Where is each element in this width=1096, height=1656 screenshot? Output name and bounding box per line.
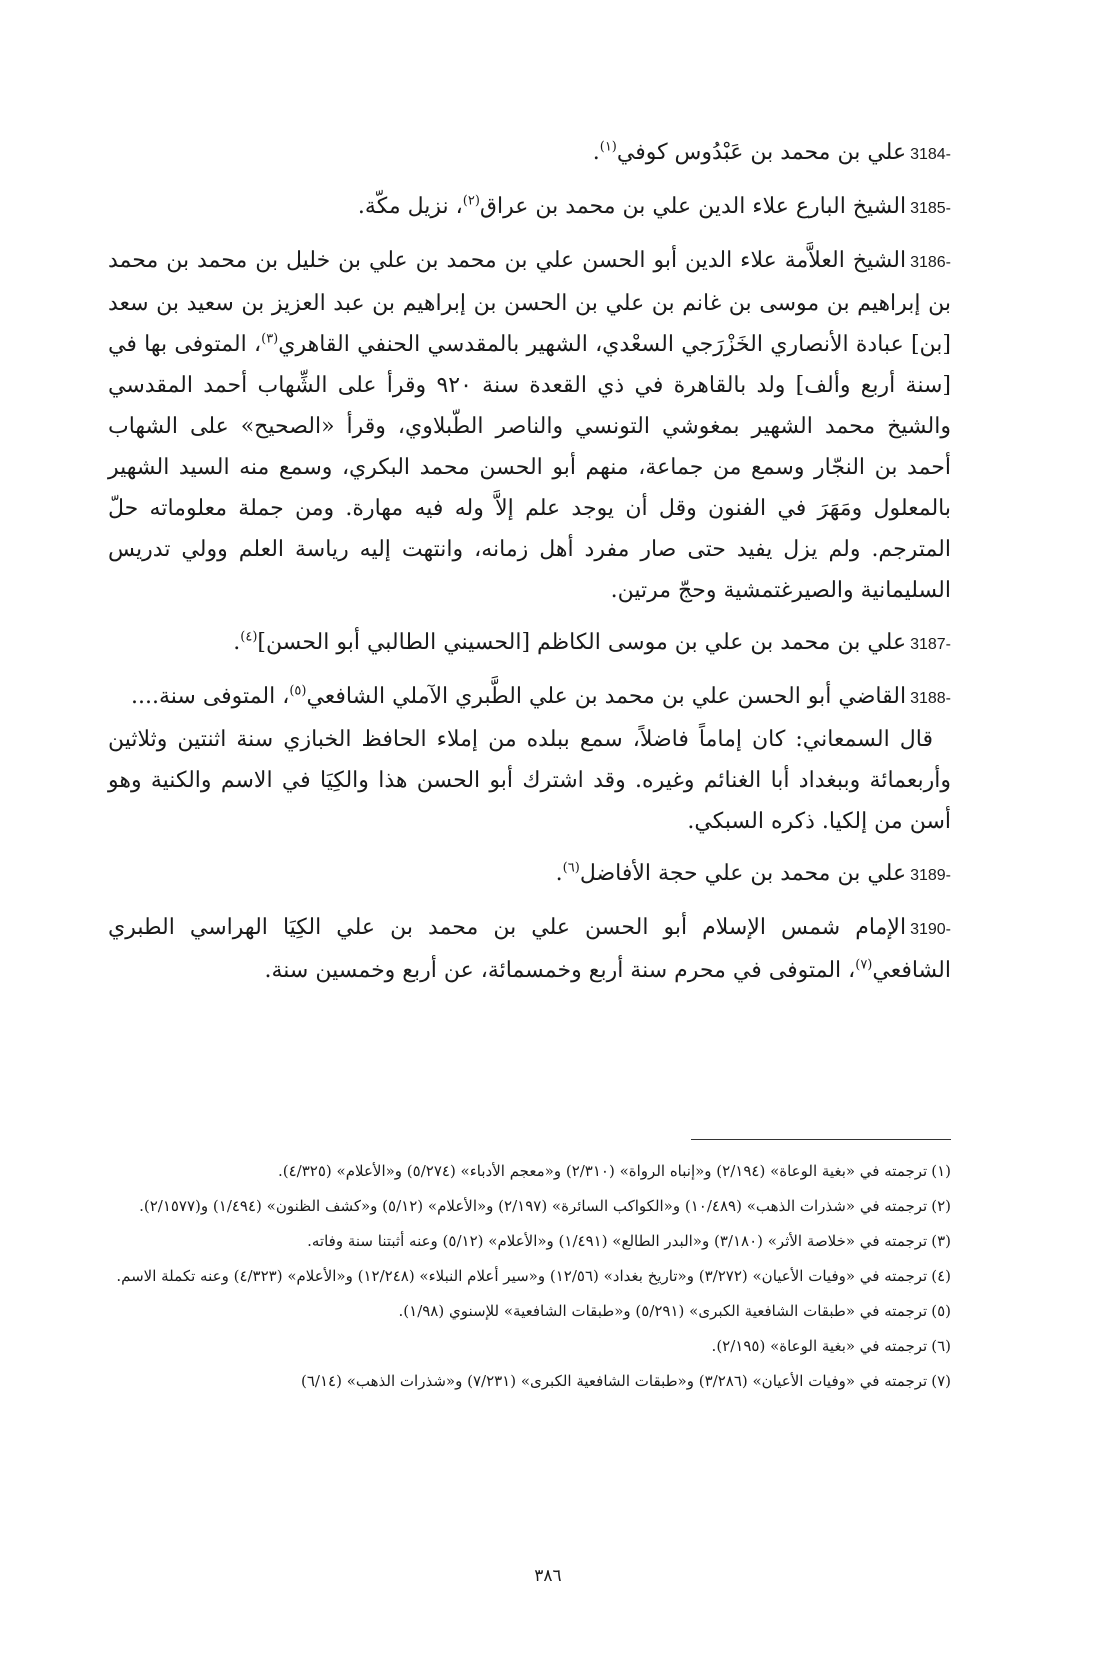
entry-text: علي بن محمد بن علي حجة الأفاضل <box>579 861 907 886</box>
entry-number: 3184- <box>910 146 951 163</box>
page-number: ٣٨٦ <box>534 1566 562 1586</box>
entry-number: 3189- <box>910 867 951 884</box>
entry-number: 3187- <box>910 636 951 653</box>
entry-text-after: ، المتوفى سنة.... <box>131 684 290 709</box>
entry-text: الشيخ العلاَّمة علاء الدين أبو الحسن علي بن محمد بن علي بن خليل بن محمد بن محمد بن إبراهيم بن موسى بن غانم بن علي بن الحسن بن إبراهيم بن عبد العزيز بن سعيد بن سعد [بن] عبادة الأنصاري الخَزْرَجي السعْدي، الشهير بالمقدسي الحنفي القاهري <box>108 248 952 357</box>
footnote-marker[interactable]: (٣) <box>261 331 279 347</box>
entry-text: الشيخ البارع علاء الدين علي بن محمد بن عراق <box>479 194 907 219</box>
footnote-3 <box>108 1226 951 1257</box>
entry-number: 3185- <box>910 200 951 217</box>
footnotes <box>108 1156 951 1401</box>
entry-3187 <box>108 622 951 665</box>
footnote-text: ترجمته في «طبقات الشافعية الكبرى» (٥/٢٩١) و«طبقات الشافعية» للإسنوي (١/٩٨). <box>398 1302 928 1320</box>
entry-3188 <box>108 676 951 842</box>
footnote-text: ترجمته في «بغية الوعاة» (٢/١٩٥). <box>711 1337 928 1355</box>
footnote-text: ترجمته في «بغية الوعاة» (٢/١٩٤) و«إنباه الرواة» (٢/٣١٠) و«معجم الأدباء» (٥/٢٧٤) و«الأعلام» (٤/٣٢٥). <box>278 1162 928 1180</box>
footnote-marker[interactable]: (٧) <box>855 957 873 973</box>
entry-text-after: ، المتوفى في محرم سنة أربع وخمسمائة، عن أربع وخمسين سنة. <box>264 958 856 983</box>
footnote-number: (٦) <box>931 1337 951 1355</box>
footnote-number: (٧) <box>931 1372 951 1390</box>
footnote-1 <box>108 1156 951 1187</box>
entry-text: علي بن محمد بن علي بن موسى الكاظم [الحسيني الطالبي أبو الحسن] <box>257 630 907 655</box>
entry-3190 <box>108 907 951 991</box>
entry-text: الإمام شمس الإسلام أبو الحسن علي بن محمد بن علي الكِيَا الهراسي الطبري الشافعي <box>108 915 951 983</box>
footnote-text: ترجمته في «خلاصة الأثر» (٣/١٨٠) و«البدر الطالع» (١/٤٩١) و«الأعلام» (٥/١٢) وعنه أثبتنا سنة وفاته. <box>307 1232 928 1250</box>
entry-3189 <box>108 853 951 896</box>
entry-number: 3188- <box>910 690 951 707</box>
footnote-marker[interactable]: (٦) <box>562 860 580 876</box>
footnote-text: ترجمته في «وفيات الأعيان» (٣/٢٨٦) و«طبقات الشافعية الكبرى» (٧/٢٣١) و«شذرات الذهب» (٦/١٤) <box>301 1372 928 1390</box>
footnote-number: (٤) <box>931 1267 951 1285</box>
entry-3185 <box>108 186 951 229</box>
footnote-number: (٣) <box>931 1232 951 1250</box>
footnote-marker[interactable]: (٢) <box>462 193 480 209</box>
entry-text-after: . <box>555 861 563 886</box>
entry-number: 3186- <box>910 254 951 271</box>
footnote-4 <box>108 1261 951 1292</box>
biography-entries <box>108 132 951 991</box>
footnote-5 <box>108 1296 951 1327</box>
entry-text-after: ، المتوفى بها في [سنة أربع وألف] ولد بالقاهرة في ذي القعدة سنة ٩٢٠ وقرأ على الشِّهاب أحمد المقدسي والشيخ محمد الشهير بمغوشي التونسي والناصر الطّبلاوي، وقرأ «الصحيح» على الشهاب أحمد بن النجّار وسمع من جماعة، منهم أبو الحسن محمد البكري، وسمع منه السيد الشهير بالمعلول ومَهَرَ في الفنون وقل أن يوجد علم إلاَّ وله فيه مهارة. ومن جملة معلوماته حلّ المترجم. ولم يزل يفيد حتى صار مفرد أهل زمانه، وانتهت إليه رياسة العلم وولي تدريس السليمانية والصيرغتمشية وحجّ مرتين. <box>108 332 952 603</box>
footnote-marker[interactable]: (٥) <box>289 683 307 699</box>
footnote-2 <box>108 1191 951 1222</box>
footnote-marker[interactable]: (١) <box>599 139 617 155</box>
entry-3184 <box>108 132 951 175</box>
entry-text-after: ، نزيل مكّة. <box>357 194 463 219</box>
footnote-number: (٥) <box>931 1302 951 1320</box>
entry-3186 <box>108 240 951 611</box>
entry-text-after: . <box>592 140 600 165</box>
footnote-marker[interactable]: (٤) <box>240 629 258 645</box>
footnote-number: (٢) <box>931 1197 951 1215</box>
entry-continuation: قال السمعاني: كان إماماً فاضلاً، سمع ببلده من إملاء الحافظ الخبازي سنة اثنتين وثلاثين وأربعمائة وببغداد أبا الغنائم وغيره. وقد اشترك أبو الحسن هذا والكِيَا في الاسم والكنية وهو أسن من إلكيا. ذكره السبكي. <box>108 727 951 834</box>
footnote-separator <box>691 1139 951 1140</box>
entry-number: 3190- <box>910 921 951 938</box>
footnote-text: ترجمته في «شذرات الذهب» (١٠/٤٨٩) و«الكواكب السائرة» (٢/١٩٧) و«الأعلام» (٥/١٢) و«كشف الظنون» (١/٤٩٤) و(٢/١٥٧٧). <box>139 1197 928 1215</box>
entry-text: القاضي أبو الحسن علي بن محمد بن علي الطَّبري الآملي الشافعي <box>306 684 907 709</box>
footnote-number: (١) <box>931 1162 951 1180</box>
entry-text-after: . <box>233 630 241 655</box>
footnote-6 <box>108 1331 951 1362</box>
footnote-text: ترجمته في «وفيات الأعيان» (٣/٢٧٢) و«تاريخ بغداد» (١٢/٥٦) و«سير أعلام النبلاء» (١٢/٢٤٨) و«الأعلام» (٤/٣٢٣) وعنه تكملة الاسم. <box>116 1267 928 1285</box>
entry-text: علي بن محمد بن عَبْدُوس كوفي <box>616 140 907 165</box>
footnote-7 <box>108 1366 951 1397</box>
